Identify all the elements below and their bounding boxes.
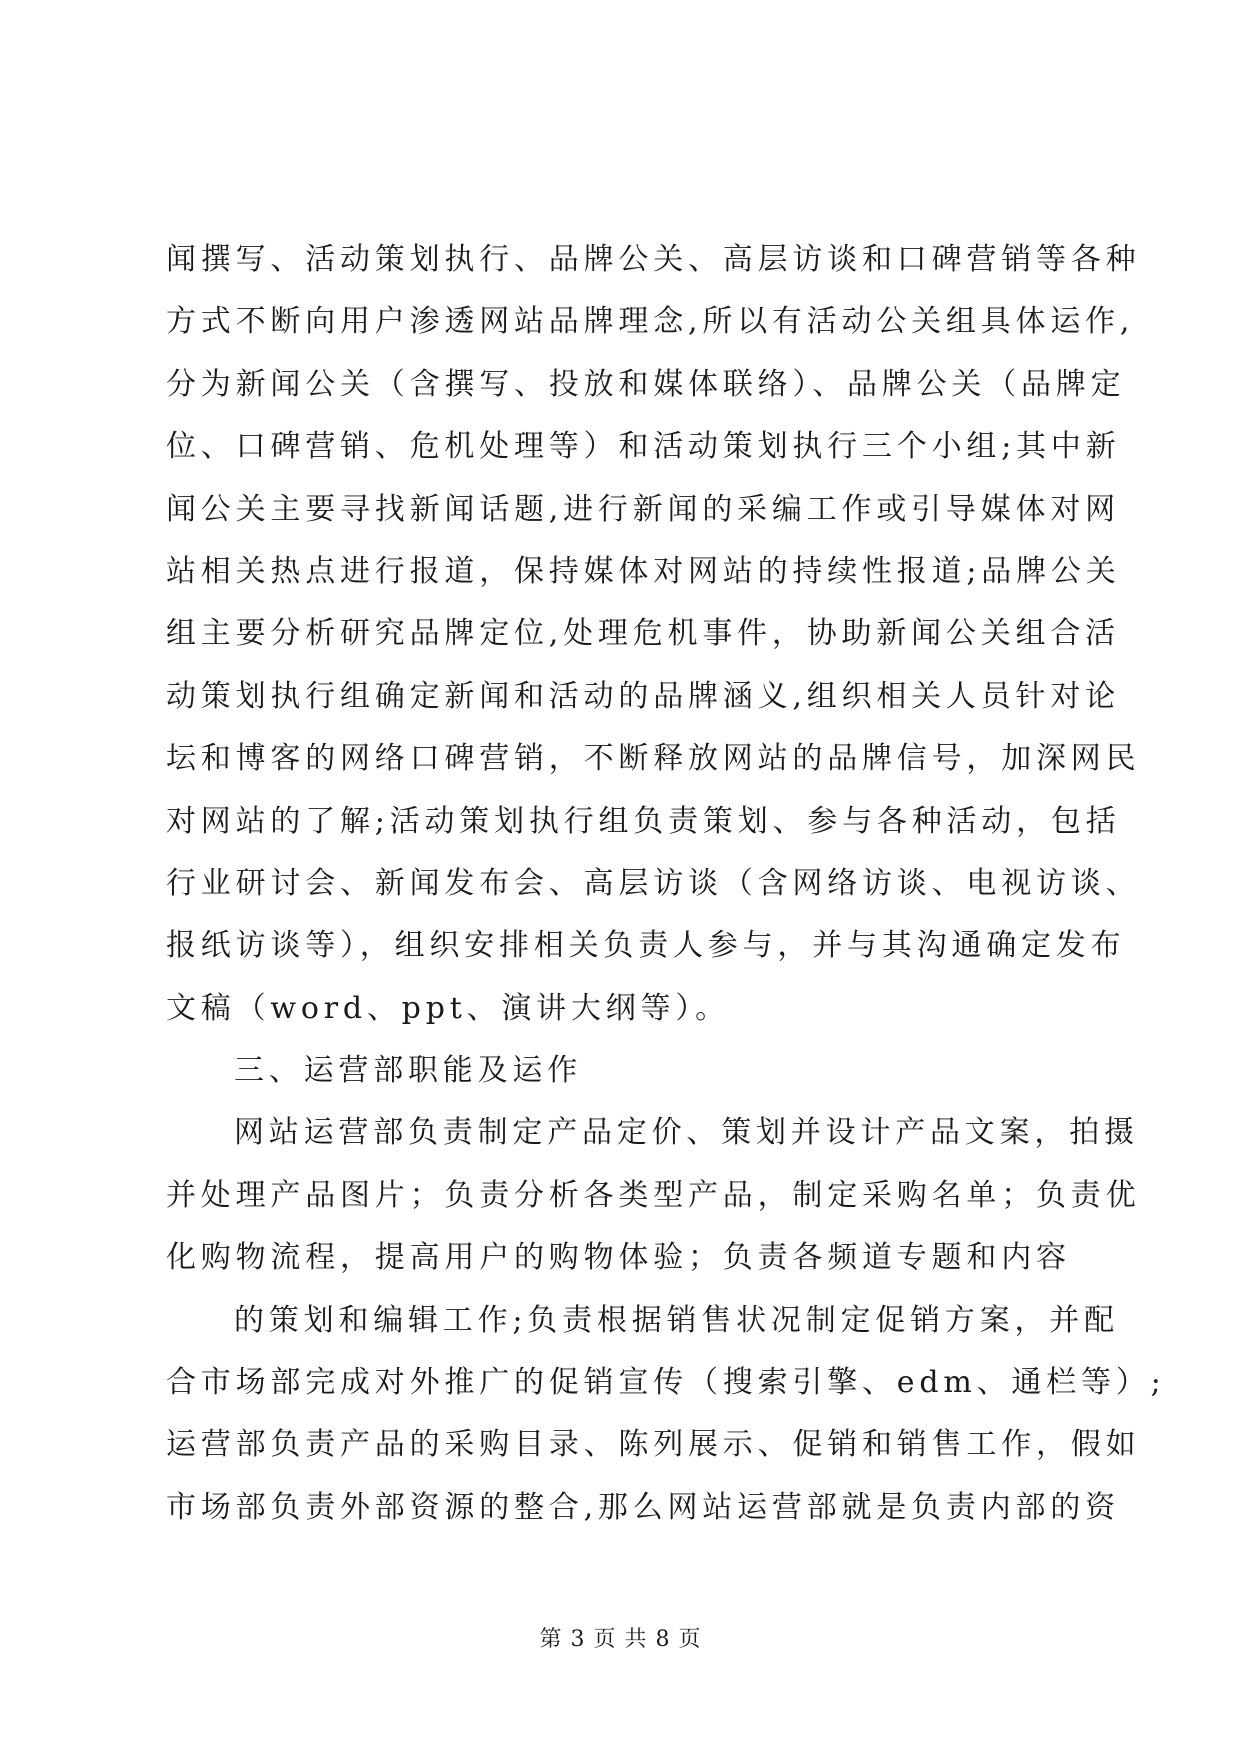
paragraph-line: 并处理产品图片；负责分析各类型产品，制定采购名单；负责优	[166, 1177, 1141, 1213]
paragraph-line: 合市场部完成对外推广的促销宣传（搜索引擎、edm、通栏等）;	[166, 1365, 1166, 1401]
paragraph-line: 站相关热点进行报道，保持媒体对网站的持续性报道;品牌公关	[166, 553, 1121, 589]
paragraph-line: 对网站的了解;活动策划执行组负责策划、参与各种活动，包括	[166, 803, 1121, 839]
paragraph-line: 市场部负责外部资源的整合,那么网站运营部就是负责内部的资	[166, 1489, 1120, 1525]
paragraph-line: 文稿（word、ppt、演讲大纲等）。	[166, 990, 730, 1026]
paragraph-line: 方式不断向用户渗透网站品牌理念,所以有活动公关组具体运作,	[166, 304, 1135, 340]
paragraph-line: 动策划执行组确定新闻和活动的品牌涵义,组织相关人员针对论	[166, 678, 1120, 714]
paragraph-line: 位、口碑营销、危机处理等）和活动策划执行三个小组;其中新	[166, 429, 1121, 465]
page-number-footer: 第 3 页 共 8 页	[539, 1627, 702, 1652]
paragraph-line: 坛和博客的网络口碑营销，不断释放网站的品牌信号，加深网民	[166, 741, 1141, 777]
paragraph-line: 化购物流程，提高用户的购物体验；负责各频道专题和内容	[166, 1240, 1071, 1276]
paragraph-line: 报纸访谈等），组织安排相关负责人参与，并与其沟通确定发布	[166, 928, 1126, 964]
paragraph-line: 运营部负责产品的采购目录、陈列展示、促销和销售工作，假如	[166, 1427, 1141, 1463]
body-text	[166, 229, 1166, 1539]
paragraph-line: 闻公关主要寻找新闻话题,进行新闻的采编工作或引导媒体对网	[166, 491, 1120, 527]
section-heading: 三、运营部职能及运作	[234, 1053, 582, 1089]
paragraph-line: 组主要分析研究品牌定位,处理危机事件，协助新闻公关组合活	[166, 616, 1120, 652]
paragraph-line: 网站运营部负责制定产品定价、策划并设计产品文案，拍摄	[234, 1115, 1139, 1151]
paragraph-line: 行业研讨会、新闻发布会、高层访谈（含网络访谈、电视访谈、	[166, 865, 1141, 901]
paragraph-line: 的策划和编辑工作;负责根据销售状况制定促销方案，并配	[234, 1302, 1119, 1338]
paragraph-line: 闻撰写、活动策划执行、品牌公关、高层访谈和口碑营销等各种	[166, 242, 1141, 277]
paragraph-line: 分为新闻公关（含撰写、投放和媒体联络）、品牌公关（品牌定	[166, 366, 1126, 402]
